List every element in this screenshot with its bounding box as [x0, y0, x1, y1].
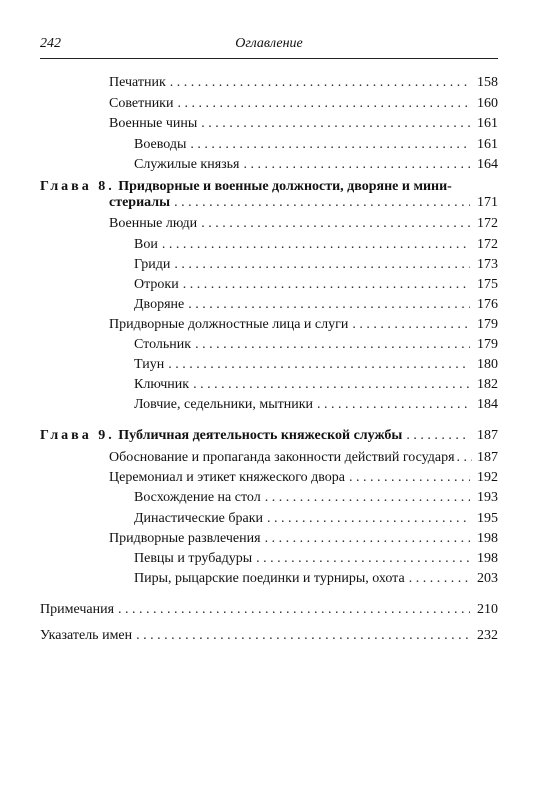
toc-entry: [134, 234, 498, 254]
toc-entry-page: 179: [477, 317, 498, 332]
leader-dots: [406, 427, 470, 445]
toc-entry: [109, 93, 498, 113]
toc-entry-label: Воеводы: [134, 137, 187, 152]
leader-dots: [457, 449, 472, 467]
leader-dots: [201, 115, 470, 133]
toc-entry-page: 187: [477, 450, 498, 465]
leader-dots: [174, 256, 470, 274]
toc-entry-page: 164: [477, 157, 498, 172]
toc-entry: [134, 334, 498, 354]
toc-entry-label: Придворные должностные лица и слуги: [109, 317, 349, 332]
toc-entry-label: Певцы и трубадуры: [134, 551, 253, 566]
toc-entry-page: 198: [477, 551, 498, 566]
chapter-8-prefix: Глава 8.: [40, 179, 115, 194]
leader-dots: [190, 136, 470, 154]
leader-dots: [170, 74, 470, 92]
toc-entry-page: 195: [477, 511, 498, 526]
toc-entry-label: Ключник: [134, 377, 190, 392]
toc-entry: [134, 548, 498, 568]
toc-entry-page: 175: [477, 277, 498, 292]
toc-entry-label: Военные чины: [109, 116, 198, 131]
toc-entry-page: 187: [477, 428, 498, 443]
toc-entry-page: 161: [477, 137, 498, 152]
toc-entry-page: 232: [477, 628, 498, 643]
leader-dots: [118, 601, 470, 619]
leader-dots: [244, 156, 471, 174]
toc-entry-label: Вои: [134, 237, 158, 252]
toc-entry: [109, 447, 498, 467]
toc-entry: [134, 394, 498, 414]
running-title: Оглавление: [235, 36, 303, 51]
chapter-9-title: Публичная деятельность княжеской службы: [118, 428, 403, 443]
toc-entry-label: Печатник: [109, 75, 166, 90]
leader-dots: [162, 236, 470, 254]
leader-dots: [317, 396, 470, 414]
toc-entry-label: Служилые князья: [134, 157, 240, 172]
toc-entry: [134, 508, 498, 528]
toc-entry: [134, 374, 498, 394]
toc-entry: [109, 467, 498, 487]
leader-dots: [188, 296, 470, 314]
leader-dots: [183, 276, 470, 294]
toc-entry-label: Отроки: [134, 277, 179, 292]
toc-entry: [134, 274, 498, 294]
toc-entry-label: Указатель имен: [40, 628, 133, 643]
toc-entry-label: Церемониал и этикет княжеского двора: [109, 470, 345, 485]
leader-dots: [349, 469, 470, 487]
toc-entry-page: 176: [477, 297, 498, 312]
toc-entry-label: Династические браки: [134, 511, 264, 526]
running-header: [40, 36, 498, 58]
toc-entry: [109, 72, 498, 92]
leader-dots: [174, 194, 470, 212]
toc-entry-label: Придворные развлечения: [109, 531, 261, 546]
leader-dots: [267, 510, 470, 528]
toc-entry-page: 171: [477, 195, 498, 210]
toc-entry-page: 179: [477, 337, 498, 352]
chapter-8-title-line2: стериалы: [109, 195, 171, 210]
toc-entry-label: Дворяне: [134, 297, 185, 312]
leader-dots: [193, 376, 470, 394]
toc-entry: [134, 134, 498, 154]
header-rule: [40, 58, 498, 59]
toc-entry-label: Пиры, рыцарские поединки и турниры, охота: [134, 571, 405, 586]
toc-entry: [134, 154, 498, 174]
toc-entry-label: Гриди: [134, 257, 171, 272]
toc-entry-label: Тиун: [134, 357, 165, 372]
toc-entry: [109, 213, 498, 233]
toc-entry: [40, 625, 498, 645]
chapter-8-title-line1: Придворные и военные должности, дворяне и мини-: [118, 179, 452, 194]
toc-entry-page: 182: [477, 377, 498, 392]
toc-entry-page: 184: [477, 397, 498, 412]
toc-entry-page: 172: [477, 216, 498, 231]
leader-dots: [168, 356, 470, 374]
toc-entry-page: 192: [477, 470, 498, 485]
toc-entry-label: Советники: [109, 96, 174, 111]
toc-entry-page: 172: [477, 237, 498, 252]
leader-dots: [352, 316, 470, 334]
toc-entry: [109, 113, 498, 133]
toc-entry-page: 158: [477, 75, 498, 90]
toc-entry-label: Восхождение на стол: [134, 490, 261, 505]
leader-dots: [409, 570, 470, 588]
toc-entry: [134, 354, 498, 374]
toc-entry: [109, 314, 498, 334]
toc-entry-page: 173: [477, 257, 498, 272]
toc-entry-page: 198: [477, 531, 498, 546]
toc-entry-label: Обоснование и пропаганда законности действий государя: [109, 450, 455, 465]
toc-entry: [109, 192, 498, 212]
leader-dots: [256, 550, 470, 568]
toc-entry-page: 210: [477, 602, 498, 617]
toc-entry: [109, 528, 498, 548]
toc-entry-page: 180: [477, 357, 498, 372]
leader-dots: [177, 95, 470, 113]
toc-entry-label: Военные люди: [109, 216, 198, 231]
leader-dots: [136, 627, 470, 645]
toc-entry: [134, 568, 498, 588]
page-number: 242: [40, 36, 61, 51]
leader-dots: [195, 336, 470, 354]
toc-entry-label: Примечания: [40, 602, 115, 617]
toc-entry-page: 193: [477, 490, 498, 505]
leader-dots: [265, 530, 470, 548]
toc-entry-page: 160: [477, 96, 498, 111]
toc-entry-label: Ловчие, седельники, мытники: [134, 397, 314, 412]
leader-dots: [201, 215, 470, 233]
toc-entry: [134, 487, 498, 507]
chapter-9-heading: [40, 425, 498, 445]
toc-entry: [40, 599, 498, 619]
toc-entry: [134, 294, 498, 314]
chapter-9-prefix: Глава 9.: [40, 428, 115, 443]
chapter-9-title-wrap: [40, 427, 402, 445]
toc-entry-label: Стольник: [134, 337, 192, 352]
toc-entry-page: 161: [477, 116, 498, 131]
toc-entry-page: 203: [477, 571, 498, 586]
leader-dots: [265, 489, 470, 507]
toc-entry: [134, 254, 498, 274]
